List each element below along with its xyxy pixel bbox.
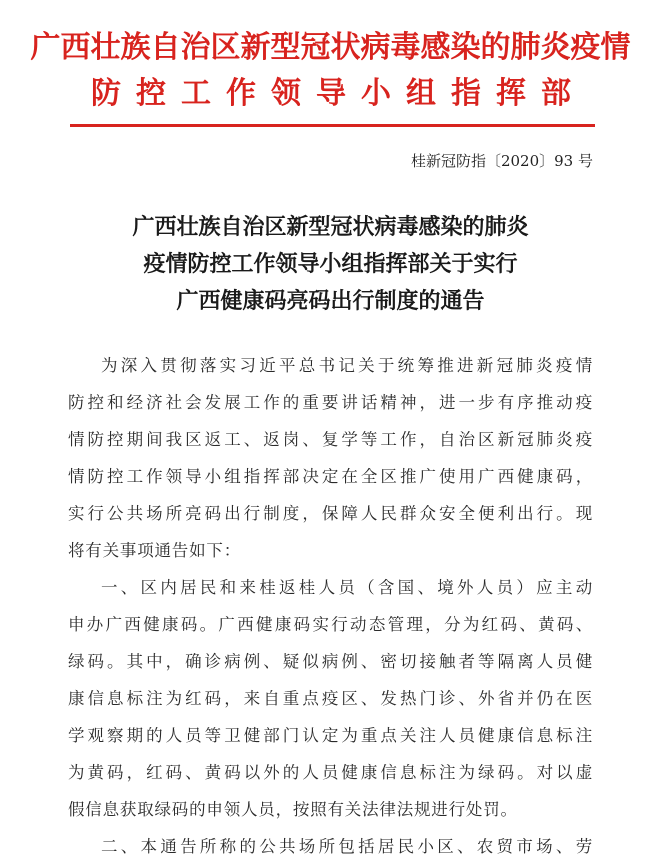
body-line: 将有关事项通告如下： bbox=[68, 541, 241, 560]
body-line: 为黄码，红码、黄码以外的人员健康信息标注为绿码。对以虚 bbox=[68, 763, 593, 782]
body-line: 一、区内居民和来桂返桂人员（含国、境外人员）应主动 bbox=[101, 578, 593, 597]
issuer-header-line-1: 广西壮族自治区新型冠状病毒感染的肺炎疫情 bbox=[30, 30, 631, 65]
body-line: 学观察期的人员等卫健部门认定为重点关注人员健康信息标注 bbox=[68, 726, 593, 745]
body-line: 防控和经济社会发展工作的重要讲话精神，进一步有序推动疫 bbox=[68, 393, 593, 412]
body-line: 申办广西健康码。广西健康码实行动态管理，分为红码、黄码、 bbox=[68, 615, 593, 634]
notice-title-line-2: 疫情防控工作领导小组指挥部关于实行 bbox=[143, 251, 518, 277]
notice-title-line-3: 广西健康码亮码出行制度的通告 bbox=[176, 288, 485, 314]
body-line: 为深入贯彻落实习近平总书记关于统筹推进新冠肺炎疫情 bbox=[101, 356, 593, 375]
document-number: 桂新冠防指〔2020〕93 号 bbox=[410, 152, 593, 170]
body-line: 康信息标注为红码，来自重点疫区、发热门诊、外省并仍在医 bbox=[68, 689, 593, 708]
red-divider-line bbox=[70, 124, 595, 127]
body-line: 情防控期间我区返工、返岗、复学等工作，自治区新冠肺炎疫 bbox=[68, 430, 593, 449]
body-line: 绿码。其中，确诊病例、疑似病例、密切接触者等隔离人员健 bbox=[68, 652, 593, 671]
issuer-header-line-2: 防控工作领导小组指挥部 bbox=[91, 76, 586, 111]
body-line: 假信息获取绿码的申领人员，按照有关法律法规进行处罚。 bbox=[68, 800, 518, 819]
body-line: 实行公共场所亮码出行制度，保障人民群众安全便利出行。现 bbox=[68, 504, 593, 523]
body-line: 二、本通告所称的公共场所包括居民小区、农贸市场、劳 bbox=[101, 837, 593, 856]
body-line: 情防控工作领导小组指挥部决定在全区推广使用广西健康码， bbox=[68, 467, 593, 486]
notice-title-line-1: 广西壮族自治区新型冠状病毒感染的肺炎 bbox=[132, 214, 529, 240]
